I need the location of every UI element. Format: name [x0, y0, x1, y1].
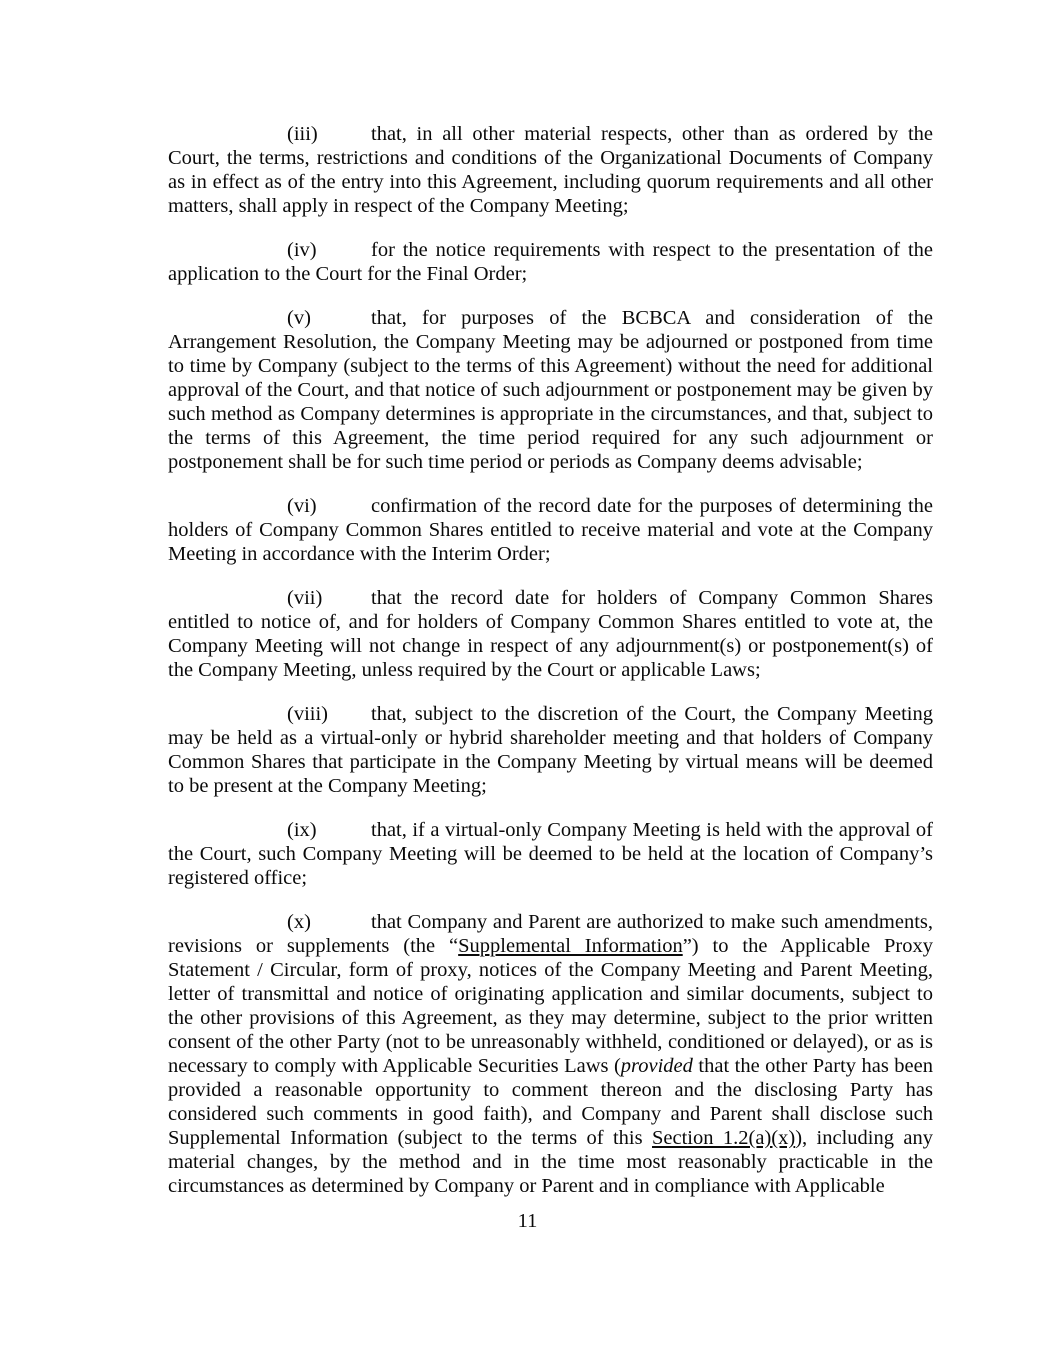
clause-number-label: (iii): [287, 123, 318, 145]
emphasis-text: provided: [620, 1055, 693, 1077]
clause-text: that Company and Parent are authorized to make such amendments, revisions or supplements (the “: [168, 911, 933, 957]
clause-text: that, subject to the discretion of the Court, the Company Meeting may be held as a virtual-only or hybrid shareholder meeting and that holders of Company Common Shares that participate in the Company Meeting by virtual means will be deemed to be present at the Company Meeting;: [168, 703, 933, 797]
clause-paragraph: [168, 306, 933, 474]
clause-text: ”) to the Applicable Proxy Statement / Circular, form of proxy, notices of the Company Meeting and Parent Meeting, letter of transmittal and notice of originating application and similar documents, subject to the other provisions of this Agreement, as they may determine, subject to the prior written consent of the other Party (not to be unreasonably withheld, conditioned or delayed), or as is necessary to comply with Applicable Securities Laws (: [168, 935, 933, 1077]
clause-paragraph: [168, 818, 933, 890]
defined-term: Supplemental Information: [458, 935, 683, 957]
section-reference-link[interactable]: Section 1.2(a)(x): [652, 1127, 796, 1149]
clause-number-label: (iv): [287, 239, 317, 261]
clause-paragraph: [168, 238, 933, 286]
clause-number-label: (x): [287, 911, 311, 933]
clause-paragraph: [168, 586, 933, 682]
document-body: [168, 122, 933, 1218]
clause-text: that the record date for holders of Company Common Shares entitled to notice of, and for holders of Company Common Shares entitled to vote at, the Company Meeting will not change in respect of any adjournment(s) or postponement(s) of the Company Meeting, unless required by the Court or applicable Laws;: [168, 587, 933, 681]
clause-paragraph: [168, 910, 933, 1198]
clause-text: that, in all other material respects, other than as ordered by the Court, the terms, restrictions and conditions of the Organizational Documents of Company as in effect as of the entry into this Agreement, including quorum requirements and all other matters, shall apply in respect of the Company Meeting;: [168, 123, 933, 217]
clause-text: that, if a virtual-only Company Meeting is held with the approval of the Court, such Company Meeting will be deemed to be held at the location of Company’s registered office;: [168, 819, 933, 889]
clause-text: that, for purposes of the BCBCA and consideration of the Arrangement Resolution, the Company Meeting may be adjourned or postponed from time to time by Company (subject to the terms of this Agreement) without the need for additional approval of the Court, and that notice of such adjournment or postponement may be given by such method as Company determines is appropriate in the circumstances, and that, subject to the terms of this Agreement, the time period required for any such adjournment or postponement shall be for such time period or periods as Company deems advisable;: [168, 307, 933, 473]
clause-number-label: (vi): [287, 495, 317, 517]
page-number: 11: [517, 1210, 538, 1232]
clause-paragraph: [168, 494, 933, 566]
clause-text: for the notice requirements with respect to the presentation of the application to the Court for the Final Order;: [168, 239, 933, 285]
clause-text: confirmation of the record date for the purposes of determining the holders of Company Common Shares entitled to receive material and vote at the Company Meeting in accordance with the Interim Order;: [168, 495, 933, 565]
clause-number-label: (ix): [287, 819, 317, 841]
clause-paragraph: [168, 702, 933, 798]
clause-text: ), including any material changes, by the method and in the time most reasonably practicable in the circumstances as determined by Company or Parent and in compliance with Applicable: [168, 1127, 933, 1197]
clause-number-label: (viii): [287, 703, 328, 725]
clause-number-label: (vii): [287, 587, 323, 609]
clause-number-label: (v): [287, 307, 311, 329]
clause-paragraph: [168, 122, 933, 218]
clause-text: that the other Party has been provided a reasonable opportunity to comment thereon and the disclosing Party has considered such comments in good faith), and Company and Parent shall disclose such Supplemental Information (subject to the terms of this: [168, 1055, 934, 1149]
